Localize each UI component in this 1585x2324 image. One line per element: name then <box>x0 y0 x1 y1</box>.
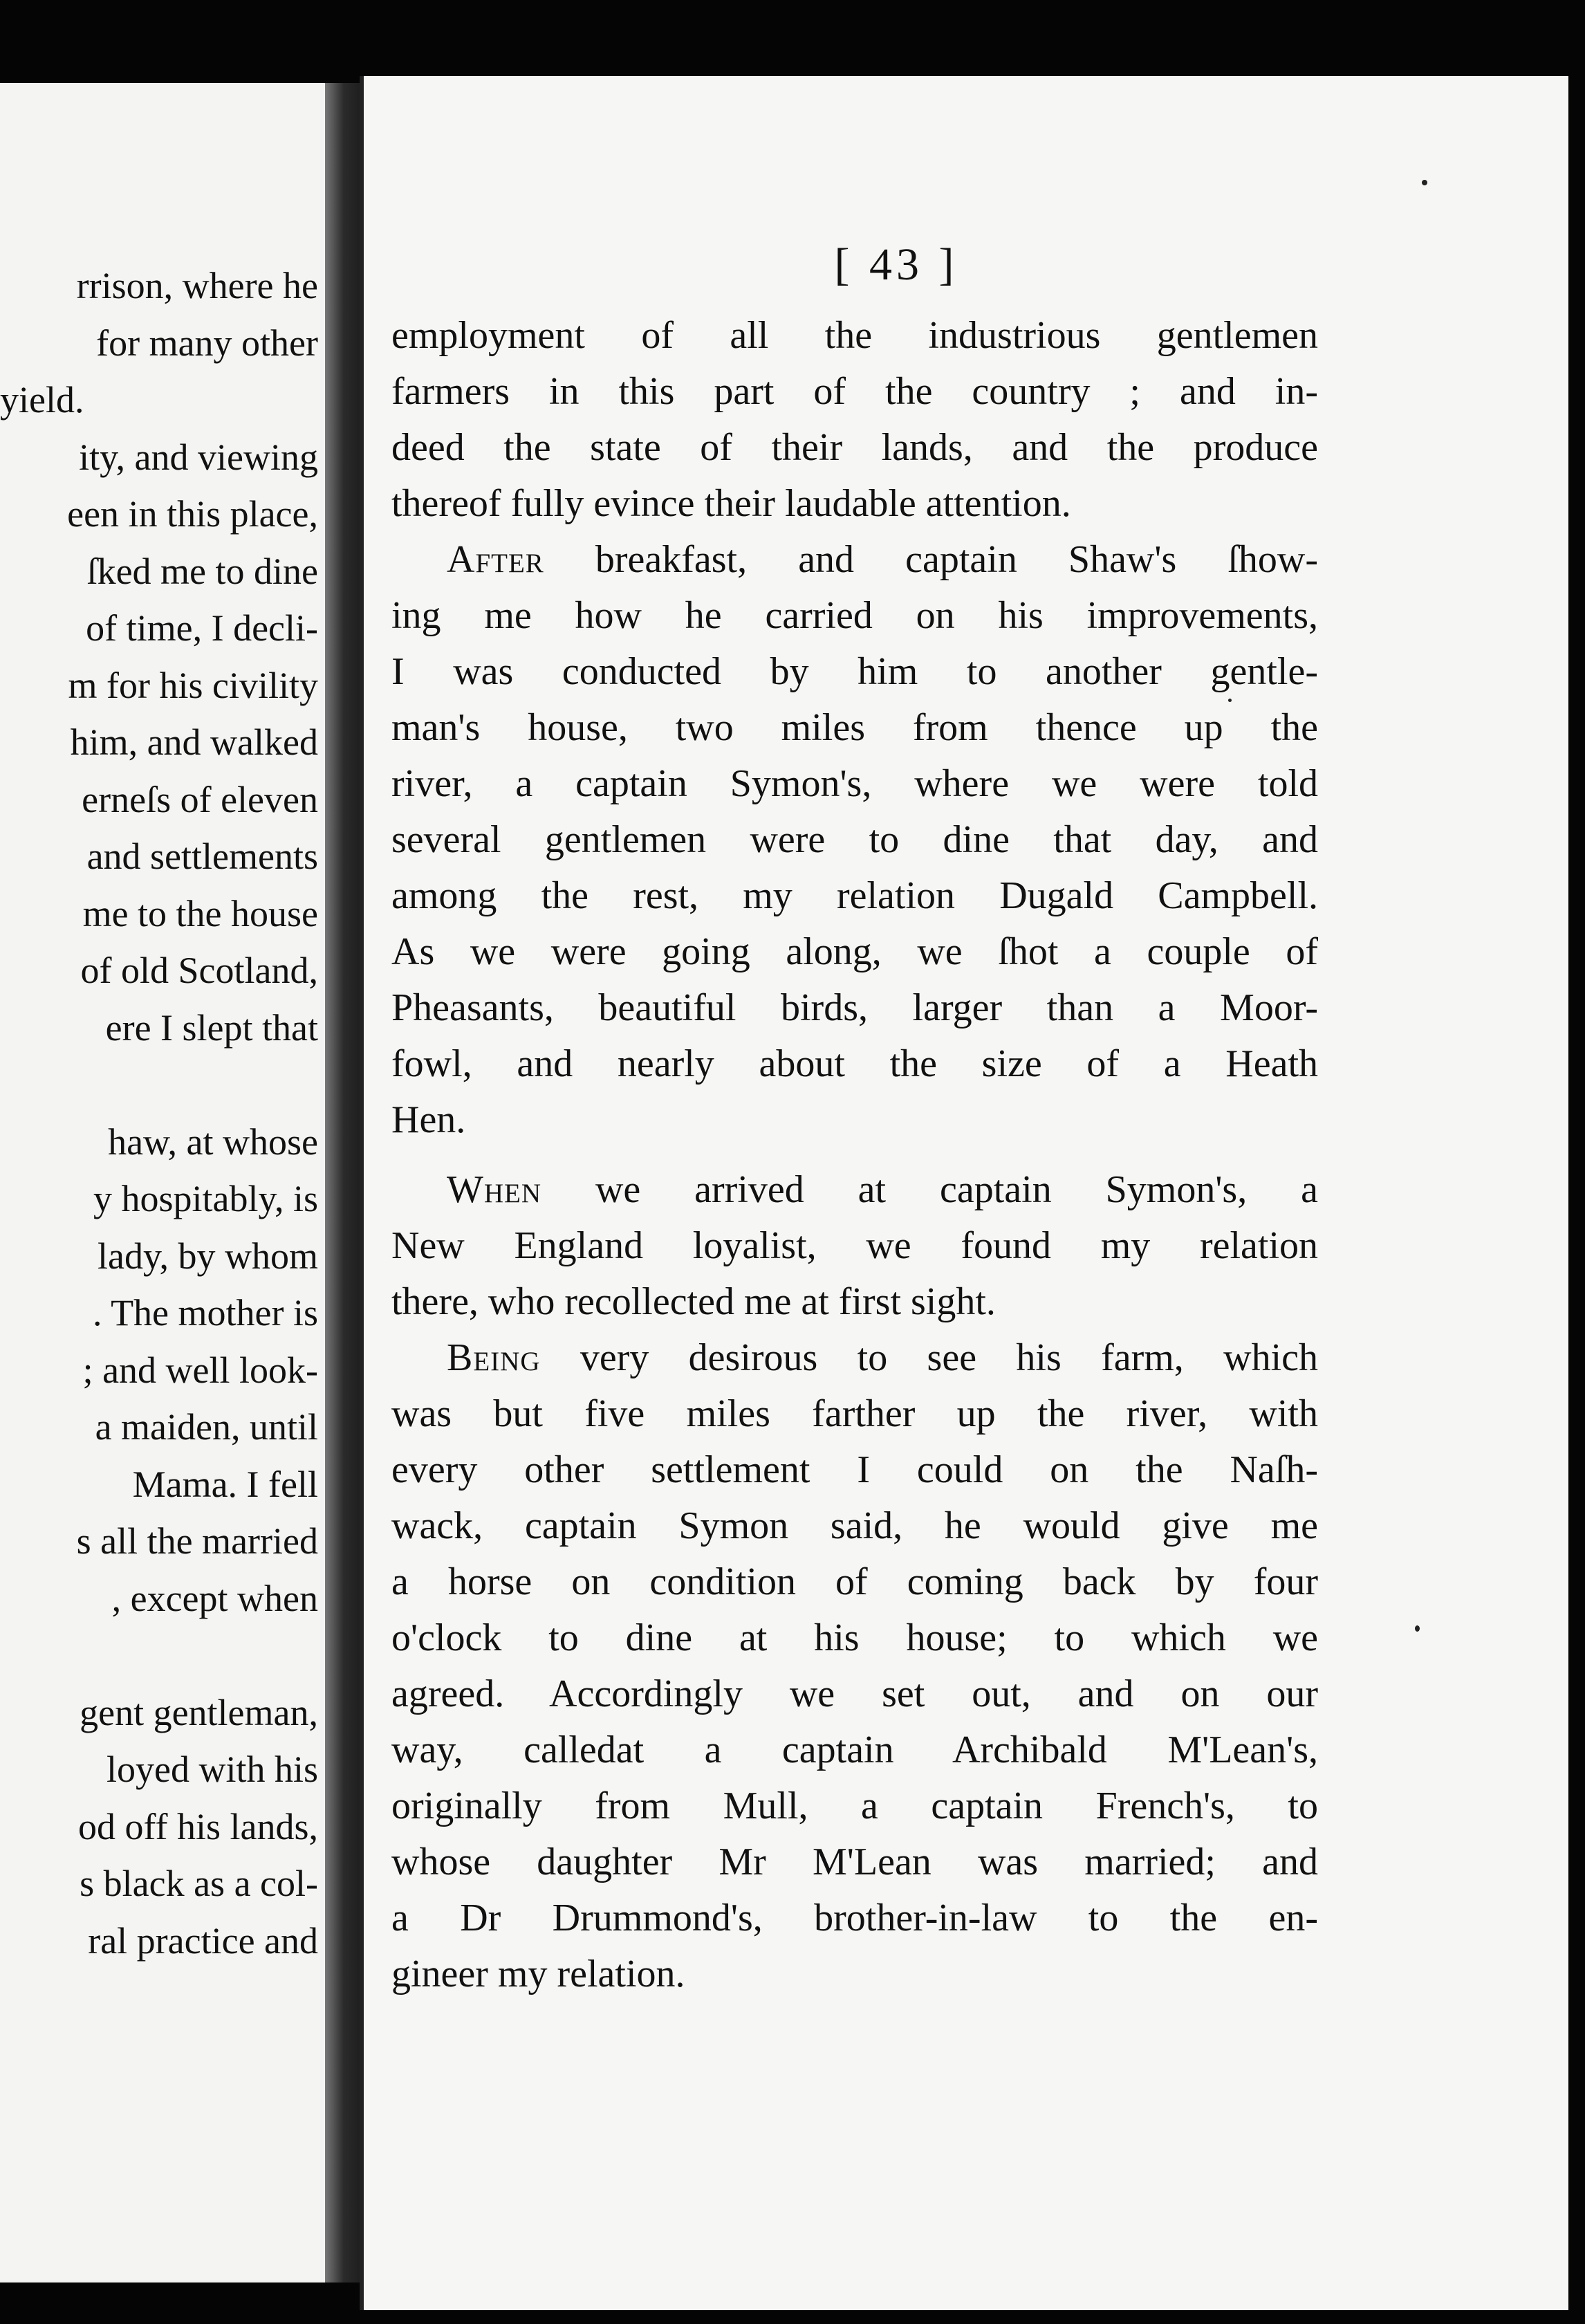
left-line: m for his civility <box>68 664 318 706</box>
left-line-blank <box>0 1627 318 1684</box>
text-line: a Dr Drummond's, brother-in-law to the en- <box>391 1897 1318 1939</box>
text-line: ing me how he carried on his improvements, <box>391 594 1318 637</box>
text-line: way, calledat a captain Archibald M'Lean's, <box>391 1728 1318 1771</box>
text-line: fowl, and nearly about the size of a Heath <box>391 1042 1318 1085</box>
text-line: o'clock to dine at his house; to which we <box>391 1616 1318 1659</box>
text-line: wack, captain Symon said, he would give me <box>391 1504 1318 1547</box>
left-line: and settlements <box>86 836 318 877</box>
text-line: there, who recollected me at first sight. <box>391 1280 996 1323</box>
text-line: thereof fully evince their laudable attention. <box>391 482 1071 525</box>
right-page <box>360 76 1568 2310</box>
paragraph-first-line <box>391 532 1318 588</box>
left-line: gent gentleman, <box>80 1691 318 1733</box>
text-line: Hen. <box>391 1098 466 1141</box>
text-line: among the rest, my relation Dugald Campbell. <box>391 874 1318 917</box>
paragraph-lead-word: After <box>447 538 544 581</box>
text-line: deed the state of their lands, and the produce <box>391 426 1318 469</box>
text-line: whose daughter Mr M'Lean was married; and <box>391 1841 1318 1883</box>
text-line: Pheasants, beautiful birds, larger than a Moor- <box>391 986 1318 1029</box>
text-line: gineer my relation. <box>391 1953 685 1995</box>
ink-speck <box>1422 180 1427 185</box>
left-line: ; and well look- <box>82 1349 318 1391</box>
left-line: ity, and viewing <box>79 436 318 478</box>
left-line: s black as a col- <box>80 1863 318 1904</box>
left-line: . The mother is <box>93 1292 318 1334</box>
text-line: originally from Mull, a captain French's, to <box>391 1784 1318 1827</box>
left-line: ral practice and <box>88 1919 318 1962</box>
left-line: of time, I decli- <box>86 607 318 649</box>
page-body <box>391 308 1318 2002</box>
text-line: a horse on condition of coming back by four <box>391 1560 1318 1603</box>
text-line: river, a captain Symon's, where we were told <box>391 762 1318 805</box>
paragraph-lead-word: When <box>447 1168 542 1211</box>
left-line: een in this place, <box>67 493 318 535</box>
left-line: rrison, where he <box>76 265 318 306</box>
left-line: me to the house <box>82 892 318 934</box>
left-line: , except when <box>111 1577 318 1619</box>
text-line: employment of all the industrious gentlemen <box>391 314 1318 357</box>
text-line: As we were going along, we ſhot a couple of <box>391 930 1318 973</box>
text-line: farmers in this part of the country ; and in- <box>391 370 1318 413</box>
left-page-text <box>0 257 318 1969</box>
left-line: a maiden, until <box>95 1406 318 1448</box>
ink-speck <box>1415 1625 1420 1632</box>
text-line: I was conducted by him to another gentle- <box>391 650 1318 693</box>
left-line: him, and walked <box>70 721 318 763</box>
left-line: ſked me to dine <box>86 550 318 592</box>
text-line: several gentlemen were to dine that day, and <box>391 818 1318 861</box>
left-line: ere I slept that <box>105 1006 318 1049</box>
ink-speck <box>1228 699 1232 702</box>
left-line: haw, at whose <box>108 1120 318 1163</box>
paragraph-first-line <box>391 1330 1318 1386</box>
text-line: breakfast, and captain Shaw's ſhow- <box>544 538 1318 581</box>
left-page <box>0 83 332 2282</box>
paragraph-lead-word: Being <box>447 1336 541 1379</box>
left-line: yield. <box>0 379 84 421</box>
left-line: erneſs of eleven <box>82 778 318 820</box>
left-line: of old Scotland, <box>80 950 318 991</box>
text-line: New England loyalist, we found my relation <box>391 1224 1318 1267</box>
left-line: for many other <box>96 322 318 364</box>
text-line: man's house, two miles from thence up the <box>391 706 1318 749</box>
paragraph-first-line <box>391 1162 1318 1218</box>
left-line: od off his lands, <box>78 1805 318 1847</box>
left-line-blank <box>0 1056 318 1114</box>
left-line: lady, by whom <box>98 1235 318 1277</box>
left-line: y hospitably, is <box>93 1178 318 1219</box>
text-line: agreed. Accordingly we set out, and on our <box>391 1672 1318 1715</box>
text-line: very desirous to see his farm, which <box>540 1336 1318 1379</box>
text-line: every other settlement I could on the Naſh- <box>391 1448 1318 1491</box>
left-line: Mama. I fell <box>132 1463 318 1505</box>
text-line: we arrived at captain Symon's, a <box>541 1168 1318 1211</box>
left-line: loyed with his <box>106 1749 318 1790</box>
text-line: was but five miles farther up the river, with <box>391 1392 1318 1435</box>
page-number: [ 43 ] <box>834 239 958 290</box>
left-line: s all the married <box>76 1520 318 1562</box>
